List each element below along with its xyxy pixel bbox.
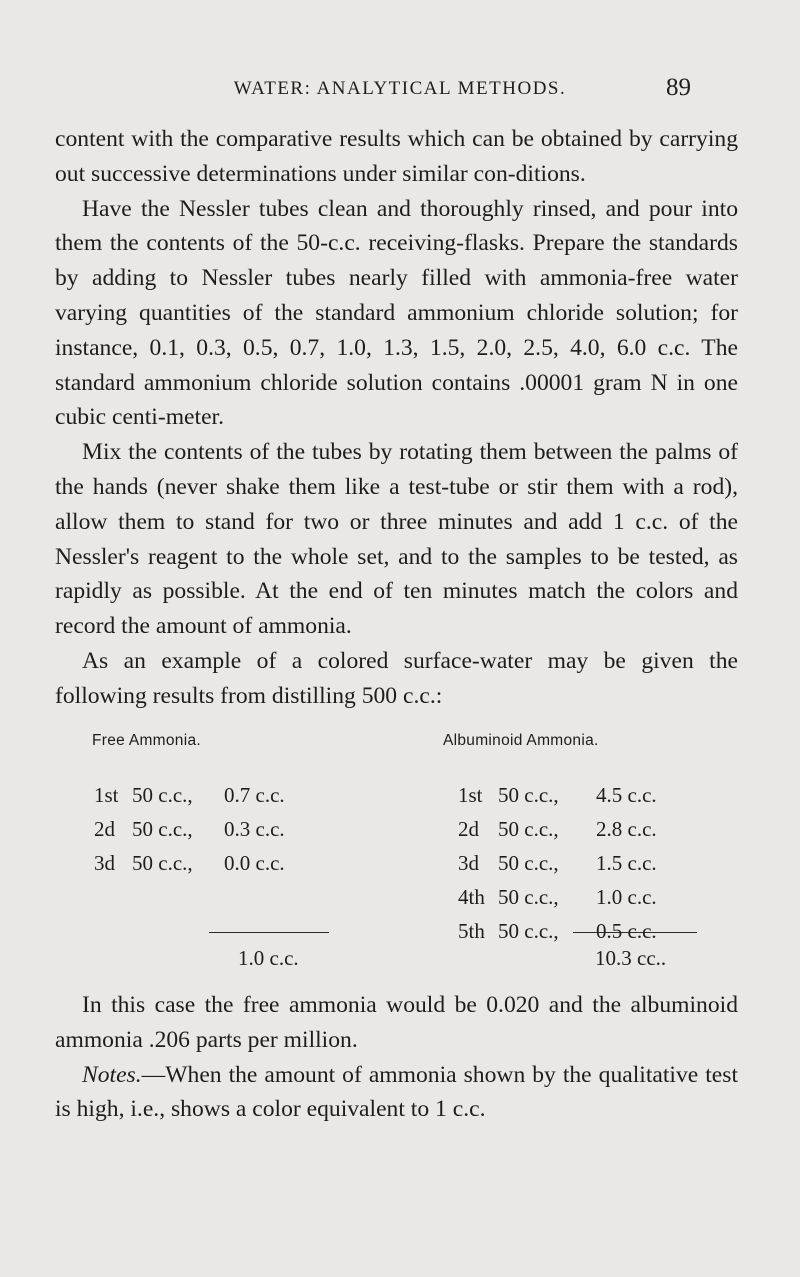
row-amount: 0.3 c.c. bbox=[224, 817, 285, 841]
paragraph-mixing: Mix the contents of the tubes by rotating them between the palms of the hands (never shake them like a test-tube or stir them with a rod), allow them to stand for two or three minutes and add 1 c.c. of the Nessler's reagent to the whole set, and to the samples to be tested, as rapidly as possible. At the end of ten minutes match the colors and record the amount of ammonia. bbox=[55, 439, 738, 640]
row-ordinal: 1st bbox=[458, 783, 483, 807]
notes-label: Notes. bbox=[82, 1061, 142, 1088]
row-ordinal: 4th bbox=[458, 885, 485, 909]
page-header bbox=[0, 74, 800, 104]
body-text bbox=[55, 122, 738, 714]
free-ammonia-header: Free Ammonia. bbox=[92, 732, 201, 749]
paragraph-notes bbox=[55, 1058, 738, 1128]
row-amount: 1.5 c.c. bbox=[596, 851, 657, 875]
notes-text: —When the amount of ammonia shown by the qualitative test is high, i.e., shows a color equivalent to 1 c.c. bbox=[55, 1061, 738, 1123]
row-volume: 50 c.c., bbox=[132, 851, 193, 875]
row-ordinal: 2d bbox=[94, 817, 115, 841]
row-volume: 50 c.c., bbox=[498, 817, 559, 841]
row-amount: 2.8 c.c. bbox=[596, 817, 657, 841]
free-sum-rule bbox=[209, 932, 329, 933]
row-ordinal: 3d bbox=[458, 851, 479, 875]
albuminoid-ammonia-header: Albuminoid Ammonia. bbox=[443, 732, 599, 749]
paragraph-continuation: content with the comparative results which can be obtained by carrying out successive determinations under similar con-ditions. bbox=[55, 126, 738, 187]
row-ordinal: 3d bbox=[94, 851, 115, 875]
row-amount: 0.0 c.c. bbox=[224, 851, 285, 875]
row-amount: 4.5 c.c. bbox=[596, 783, 657, 807]
paragraph-nessler-tubes: Have the Nessler tubes clean and thoroughly rinsed, and pour into them the contents of the 50-c.c. receiving-flasks. Prepare the standards by adding to Nessler tubes nearly filled with ammonia-free water varying quantities of the standard ammonium chloride solution; for instance, 0.1, 0.3, 0.5, 0.7, 1.0, 1.3, 1.5, 2.0, 2.5, 4.0, 6.0 c.c. The standard ammonium chloride solution contains .00001 gram N in one cubic centi-meter. bbox=[55, 195, 738, 431]
row-ordinal: 5th bbox=[458, 919, 485, 943]
ammonia-results-table bbox=[0, 732, 800, 970]
page-number: 89 bbox=[666, 74, 691, 101]
row-amount: 0.7 c.c. bbox=[224, 783, 285, 807]
row-volume: 50 c.c., bbox=[498, 851, 559, 875]
paragraph-conclusion: In this case the free ammonia would be 0.020 and the albuminoid ammonia .206 parts per million. bbox=[55, 992, 738, 1053]
free-total: 1.0 c.c. bbox=[238, 946, 299, 970]
row-ordinal: 2d bbox=[458, 817, 479, 841]
row-volume: 50 c.c., bbox=[498, 885, 559, 909]
row-volume: 50 c.c., bbox=[132, 783, 193, 807]
row-amount: 1.0 c.c. bbox=[596, 885, 657, 909]
row-volume: 50 c.c., bbox=[132, 817, 193, 841]
row-volume: 50 c.c., bbox=[498, 919, 559, 943]
free-row bbox=[73, 826, 285, 901]
row-ordinal: 1st bbox=[94, 783, 119, 807]
paragraph-example: As an example of a colored surface-water may be given the following results from distilling 500 c.c.: bbox=[55, 647, 738, 709]
albuminoid-sum-rule bbox=[573, 932, 697, 933]
row-amount: 0.5 c.c. bbox=[596, 919, 657, 943]
row-volume: 50 c.c., bbox=[498, 783, 559, 807]
closing-text bbox=[55, 988, 738, 1127]
albuminoid-total: 10.3 cc.. bbox=[595, 946, 667, 970]
running-title: WATER: ANALYTICAL METHODS. bbox=[233, 78, 567, 99]
